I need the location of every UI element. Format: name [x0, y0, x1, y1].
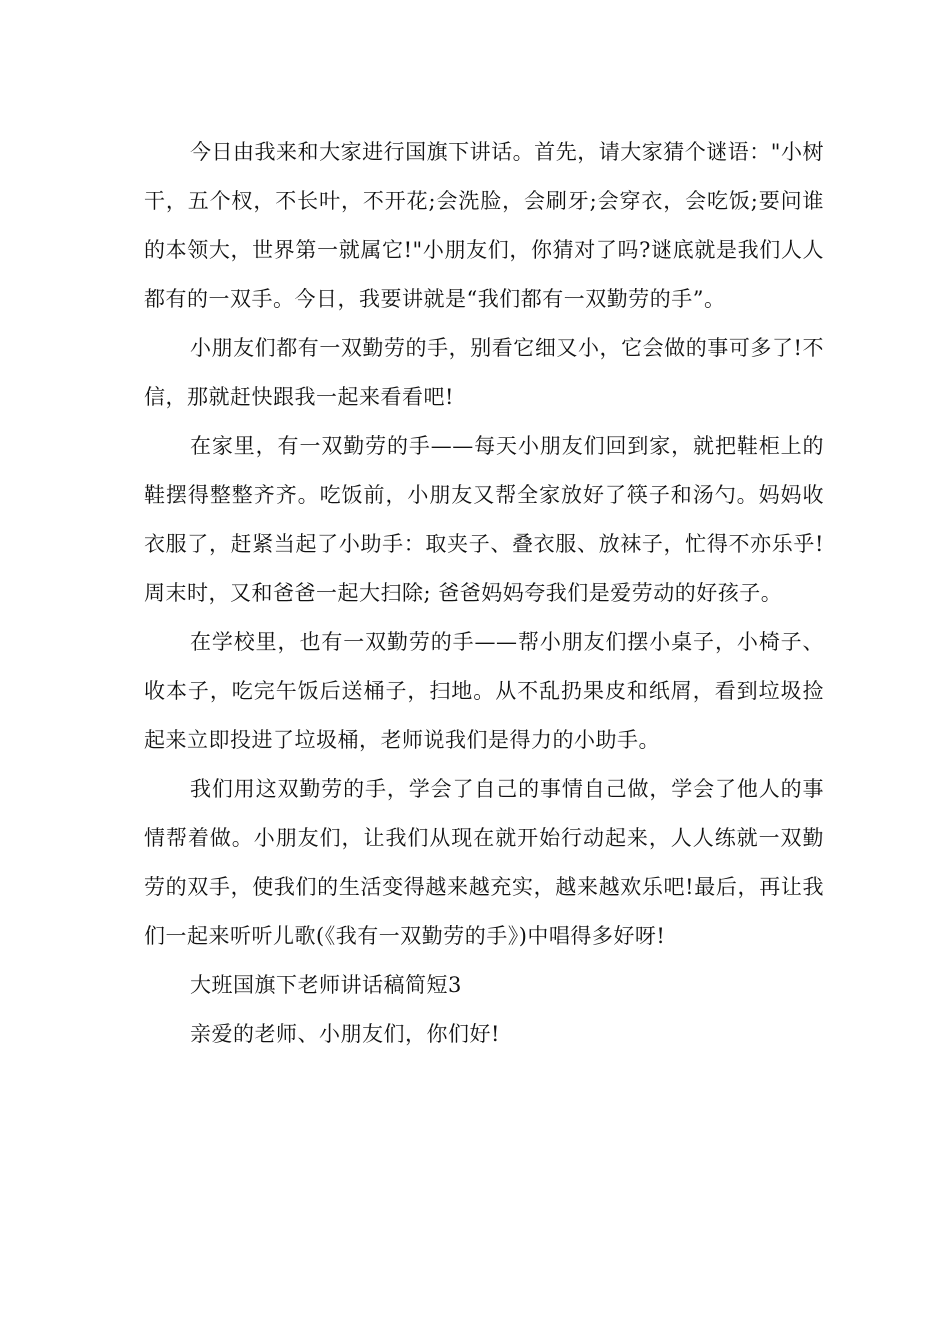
paragraph-riddle: 今日由我来和大家进行国旗下讲话。首先，请大家猜个谜语："小树干，五个杈，不长叶，不开花;会洗脸，会刷牙;会穿衣，会吃饭;要问谁的本领大，世界第一就属它!"小朋友们，你猜对了吗?谜底就是我们人人都有的一双手。今日，我要讲就是“我们都有一双勤劳的手”。	[144, 140, 824, 311]
section-title: 大班国旗下老师讲话稿简短3	[190, 973, 462, 997]
greeting: 亲爱的老师、小朋友们，你们好!	[190, 1022, 500, 1046]
paragraph-intro: 小朋友们都有一双勤劳的手，别看它细又小，它会做的事可多了!不信，那就赶快跟我一起来看看吧!	[144, 336, 824, 409]
paragraph-school: 在学校里，也有一双勤劳的手——帮小朋友们摆小桌子，小椅子、收本子，吃完午饭后送桶子，扫地。从不乱扔果皮和纸屑，看到垃圾捡起来立即投进了垃圾桶，老师说我们是得力的小助手。	[144, 630, 824, 752]
paragraph-home: 在家里，有一双勤劳的手——每天小朋友们回到家，就把鞋柜上的鞋摆得整整齐齐。吃饭前，小朋友又帮全家放好了筷子和汤勺。妈妈收衣服了，赶紧当起了小助手：取夹子、叠衣服、放袜子，忙得不亦乐乎!周末时，又和爸爸一起大扫除; 爸爸妈妈夸我们是爱劳动的好孩子。	[144, 434, 824, 605]
paragraph-conclusion: 我们用这双勤劳的手，学会了自己的事情自己做，学会了他人的事情帮着做。小朋友们，让我们从现在就开始行动起来，人人练就一双勤劳的双手，使我们的生活变得越来越充实，越来越欢乐吧!最后，再让我们一起来听听儿歌(《我有一双勤劳的手》)中唱得多好呀!	[144, 777, 824, 948]
document-body	[144, 128, 824, 1059]
